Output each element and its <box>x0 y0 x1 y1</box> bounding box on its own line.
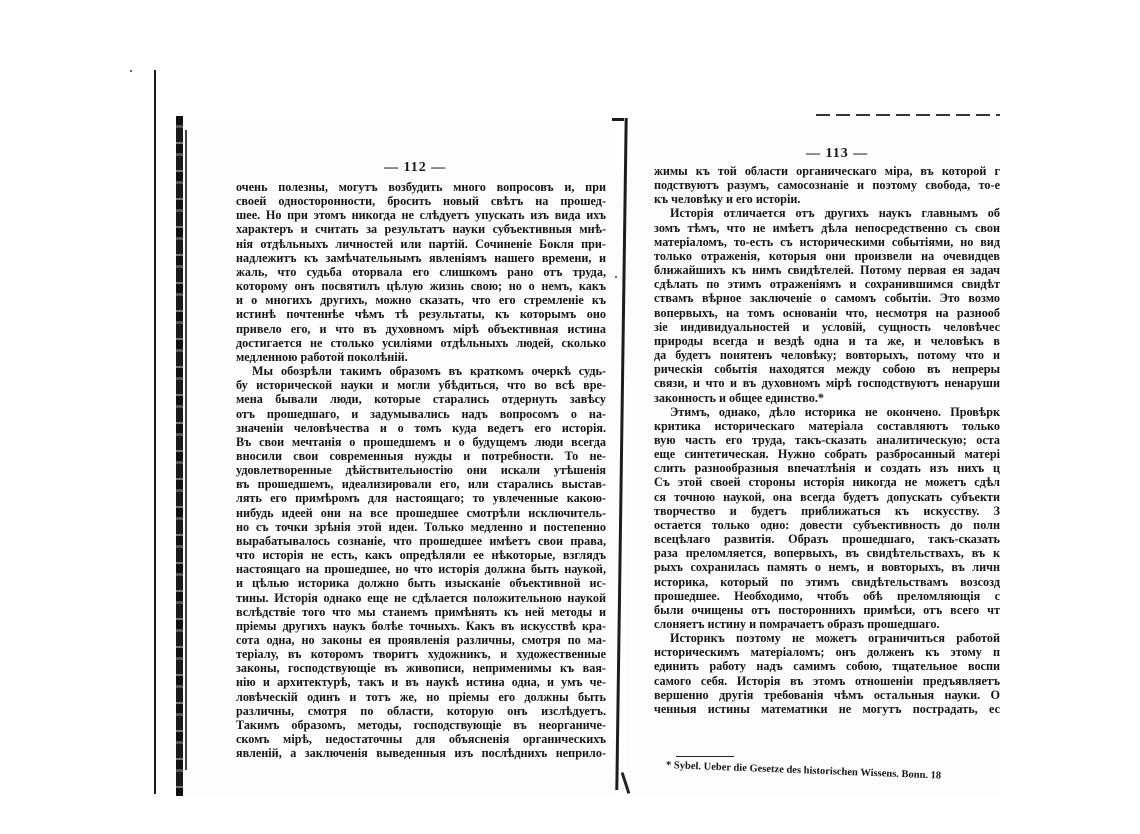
gutter-top-hook <box>612 118 624 121</box>
text-line: удовлетворенные дѣйствительностію они искали утѣшенія <box>236 463 606 478</box>
text-line: и цѣлью историка должно быть изысканіе объективной ис- <box>236 576 606 591</box>
text-line: матеріаломъ, то-есть съ историческими событіями, но вид <box>654 234 1000 249</box>
left-binding-inner <box>185 130 187 770</box>
text-line: вырабатывалось сознаніе, что прошедшее имѣетъ свои права, <box>236 533 606 548</box>
text-line: единить работу надъ самимъ собою, тщательное воспи <box>654 659 1000 674</box>
text-line: истинѣ почтеннѣе чѣмъ тѣ результаты, къ которымъ оно <box>236 307 606 322</box>
text-line: различны, смотря по области, которую онъ изслѣдуетъ. <box>236 703 606 718</box>
left-binding-shadow <box>176 116 183 796</box>
text-line: Такимъ образомъ, методы, господствующіе въ неорганиче- <box>236 717 606 732</box>
text-line: Исторія отличается отъ другихъ наукъ главнымъ об <box>670 206 1000 221</box>
text-line: рыхъ сохранилась память о немъ, и вовторыхъ, въ личн <box>654 560 1000 575</box>
left-page-body <box>236 180 606 760</box>
footnote-rule <box>676 756 734 757</box>
text-line: что исторія не есть, какъ опредѣляли ее нѣкоторые, взглядъ <box>236 548 606 563</box>
text-line: къ человѣку и его исторіи. <box>654 192 801 207</box>
text-line: всецѣлаго развитія. Образъ прошедшаго, такъ-сказать <box>654 532 1000 547</box>
text-line: жимы къ той области органическаго міра, въ которой г <box>654 164 1000 178</box>
text-line: и о многихъ другихъ, можно сказать, что его стремленіе къ <box>236 293 606 308</box>
text-line: природы всегда и вездѣ одна и та же, и человѣкъ в <box>654 333 1000 348</box>
text-line: Мы обозрѣли такимъ образомъ въ краткомъ очеркѣ судь- <box>252 364 606 379</box>
text-line: слить разнообразныя впечатлѣнія и создать изъ нихъ ц <box>654 461 1000 476</box>
text-line: творчество и будетъ приближаться къ искусству. З <box>654 503 1000 518</box>
text-line: своей односторонности, бросить новый свѣтъ на прошед- <box>236 194 606 209</box>
text-line: раза преломляется, вопервыхъ, въ свидѣтельствахъ, въ к <box>654 546 1000 561</box>
scan-speck <box>130 70 132 72</box>
text-line: остается только одно: довести субъективность до полн <box>654 517 1000 532</box>
footnote: * Sybel. Ueber die Gesetze des historischen Wissens. Bonn. 18 <box>665 760 942 782</box>
text-line: вую часть его труда, такъ-сказать аналитическую; оста <box>654 432 1000 447</box>
text-line: тины. Исторія однако еще не сдѣлается положительною наукой <box>236 590 606 605</box>
text-line: ближайшихъ къ нимъ свидѣтелей. Потому первая ея задач <box>654 263 1000 278</box>
text-line: самого себя. Исторія въ этомъ отношеніи предъявляетъ <box>654 673 1000 688</box>
text-line: значеніи человѣчества и о томъ куда ведетъ его исторія. <box>236 420 606 435</box>
text-line: да будетъ понятенъ человѣку; вовторыхъ, потому что и <box>654 348 1000 363</box>
left-outer-edge-line <box>154 70 156 794</box>
text-line: медленною работой поколѣній. <box>236 349 408 364</box>
text-line: вопервыхъ, на томъ основаніи что, несмотря на разнооб <box>654 305 1000 320</box>
text-line: историка, который по этимъ свидѣтельствамъ возсозд <box>654 574 1000 589</box>
text-line: но съ точки зрѣнія этой идеи. Только медленно и постепенно <box>236 519 606 534</box>
text-line: нія отдѣльныхъ личностей или партій. Сочиненіе Бокля при- <box>236 236 606 251</box>
text-line: зомъ тѣмъ, что не имѣетъ дѣла непосредственно съ свои <box>654 220 1000 235</box>
text-line: ся точною наукой, она всегда будетъ допускать субъекти <box>654 489 1000 504</box>
text-line: были очищены отъ постороннихъ примѣси, отъ всего чт <box>654 602 1000 617</box>
text-line: которому онъ посвятилъ цѣлую жизнь свою; но о немъ, какъ <box>236 279 606 294</box>
text-line: подствуютъ разумъ, самосознаніе и поэтому свобода, то-е <box>654 178 1000 193</box>
text-line: настоящаго на прошедшее, но что исторія должна быть наукой, <box>236 562 606 577</box>
text-line: въ прошедшемъ, идеализировали его, или старались выстав- <box>236 477 606 492</box>
text-line: законы, господствующіе въ живописи, неприменимы къ вая- <box>236 661 606 676</box>
right-page-number: — 113 — <box>806 146 869 161</box>
text-line: Въ свои мечтанія о прошедшемъ и о будущемъ люди всегда <box>236 434 606 449</box>
text-line: шее. Но при этомъ никогда не слѣдуетъ упускать изъ вида ихъ <box>236 208 606 223</box>
text-line: достигается не столько усиліями отдѣльныхъ людей, сколько <box>236 335 606 350</box>
text-line: ствамъ вѣрное заключеніе о самомъ событіи. Это возмо <box>654 291 1000 306</box>
text-line: критика историческаго матеріала составляютъ только <box>654 418 1000 433</box>
text-line: сота одна, но законы ея проявленія различны, смотря по ма- <box>236 633 606 647</box>
text-line: зіе индивидуальностей и условій, сущность человѣчес <box>654 319 1000 334</box>
text-line: отъ прошедшаго, и задумывались надъ вопросомъ о на- <box>236 406 606 421</box>
right-page-body <box>654 164 1000 716</box>
text-line: Съ этой своей стороны исторія никогда не можетъ сдѣл <box>654 475 1000 490</box>
text-line: характеръ и считать за результатъ науки субъективныя мнѣ- <box>236 222 606 237</box>
text-line: прошедшее. Необходимо, чтобъ обѣ преломляющія с <box>654 588 1000 603</box>
text-line: скомъ мірѣ, недостаточны для объясненія органическихъ <box>236 732 606 747</box>
text-line: теріалу, въ которомъ творитъ художникъ, и художественные <box>236 647 606 662</box>
text-line: нибудь идеей они на все прошедшее смотрѣли исключитель- <box>236 505 606 520</box>
text-line: ловѣческій одинъ и тотъ же, но пріемы его должны быть <box>236 689 606 704</box>
text-line: пріемы другихъ наукъ болѣе точныхъ. Какъ въ искусствѣ кра- <box>236 618 606 633</box>
text-line: сдѣлать по этимъ отраженіямъ и сохранившимся свидѣт <box>654 277 1000 292</box>
text-line: вершенно другія требованія чѣмъ остальныя науки. О <box>654 687 1000 702</box>
text-line: лять его примѣромъ для настоящаго; то увлеченные какою- <box>236 491 606 506</box>
text-line: нію и архитектурѣ, такъ и въ наукѣ истина одна, и умъ че- <box>236 675 606 690</box>
text-line: жаль, что судьба оторвала его слишкомъ рано отъ труда, <box>236 264 606 279</box>
text-line: Этимъ, однако, дѣло историка не окончено. Провѣрк <box>670 404 1000 419</box>
text-line: очень полезны, могутъ возбудить много вопросовъ и, при <box>236 180 606 194</box>
text-line: только отраженія, которыя они произвели на очевидцев <box>654 248 1000 263</box>
text-line: рическія событія находятся между собою въ непреры <box>654 362 1000 377</box>
right-top-edge-dashes <box>816 114 1000 116</box>
scan-speck <box>615 276 617 278</box>
text-line: привело его, и что въ духовномъ мірѣ объективная истина <box>236 321 606 336</box>
text-line: историческимъ матеріаломъ; онъ долженъ къ этому п <box>654 645 1000 660</box>
text-line: явленій, а заключенія выведенныя изъ послѣднихъ неприло- <box>236 746 606 761</box>
text-line: мена бывали люди, которые старались отдернуть завѣсу <box>236 392 606 407</box>
text-line: надлежитъ къ замѣчательнымъ явленіямъ нашего времени, и <box>236 250 606 265</box>
left-page-number: — 112 — <box>384 160 447 175</box>
text-line: еще синтетическая. Нужно собрать разбросанный матері <box>654 447 1000 462</box>
text-line: вносили свои современныя нужды и потребности. То не- <box>236 448 606 463</box>
text-line: законность и общее единство.* <box>654 390 824 405</box>
text-line: вслѣдствіе того что мы станемъ примѣнять къ ней методы и <box>236 604 606 619</box>
text-line: ченныя истины математики не могутъ пострадать, ес <box>654 701 1000 716</box>
text-line: связи, и что и въ духовномъ мірѣ господствуютъ ненаруши <box>654 376 1000 391</box>
text-line: Историкъ поэтому не можетъ ограничиться работой <box>670 631 1000 646</box>
text-line: бу исторической науки и могли убѣдиться, что во всѣ вре- <box>236 378 606 393</box>
text-line: слоняетъ истину и помрачаетъ образъ прошедшаго. <box>654 617 940 631</box>
